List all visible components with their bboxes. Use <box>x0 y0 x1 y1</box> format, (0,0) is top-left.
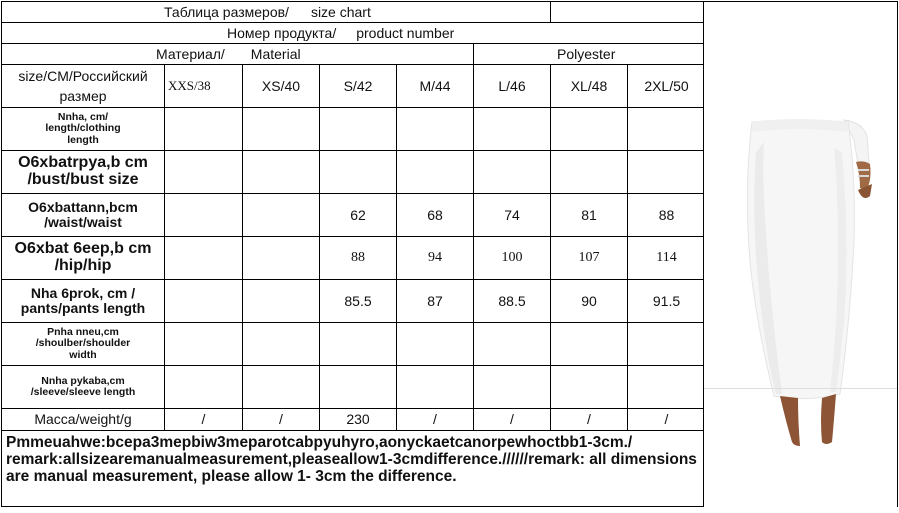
row-label-length: Nnha, cm/ length/clothing length <box>2 108 165 150</box>
table-row <box>2 151 705 194</box>
material-ru: Материал/ <box>156 45 225 62</box>
table-cell: / <box>397 409 474 430</box>
table-cell: 94 <box>397 237 474 279</box>
table-cell: / <box>551 409 628 430</box>
size-col-l: L/46 <box>474 65 551 107</box>
material-label-cell <box>2 44 474 64</box>
row-label-bust: O6xbatrpya,b cm /bust/bust size <box>2 151 165 193</box>
row-label-shoulder: Pnha nneu,cm /shoulber/shoulder width <box>2 323 165 365</box>
table-cell <box>165 366 243 408</box>
title-row <box>2 2 705 23</box>
table-cell <box>243 151 320 193</box>
table-cell <box>551 108 628 150</box>
size-header-row <box>2 65 705 108</box>
table-cell: 85.5 <box>320 280 397 322</box>
table-cell <box>165 280 243 322</box>
table-cell: 81 <box>551 194 628 236</box>
table-cell <box>551 151 628 193</box>
remark-text: Pmmeuahwe:bcepa3mepbiw3meparotcabpyuhyro,aonyckaetcanorpewhoctbb1-3cm./ remark:allsizearemanualmeasurement,pleaseallow1-3cmdifference.//////remark: all dimensions are manual measurement, please allow 1- 3cm the difference. <box>6 434 697 485</box>
size-col-xl: XL/48 <box>551 65 628 107</box>
size-chart-table <box>1 1 704 507</box>
table-cell: 230 <box>320 409 397 430</box>
row-label-sleeve: Nnha pykaba,cm /sleeve/sleeve length <box>2 366 165 408</box>
table-cell <box>397 108 474 150</box>
table-cell: 107 <box>551 237 628 279</box>
table-cell: 68 <box>397 194 474 236</box>
table-cell: / <box>664 411 669 428</box>
material-value: Polyester <box>557 45 616 62</box>
row-label-hip: O6xbat 6eep,b cm /hip/hip <box>2 237 165 279</box>
size-col-m: M/44 <box>397 65 474 107</box>
table-cell <box>243 280 320 322</box>
product-en: product number <box>356 24 455 41</box>
table-cell: 88 <box>320 237 397 279</box>
table-row <box>2 409 705 431</box>
material-row <box>2 44 705 65</box>
table-cell: 87 <box>397 280 474 322</box>
table-cell: 100 <box>474 237 551 279</box>
table-cell <box>628 108 705 150</box>
table-cell <box>243 366 320 408</box>
table-cell <box>474 366 551 408</box>
table-cell <box>320 366 397 408</box>
table-row <box>2 194 705 237</box>
table-cell <box>165 108 243 150</box>
table-cell <box>320 108 397 150</box>
table-row <box>2 237 705 280</box>
table-cell <box>243 323 320 365</box>
table-cell <box>320 151 397 193</box>
table-cell <box>397 366 474 408</box>
skirt-image <box>704 2 897 508</box>
table-cell: 74 <box>474 194 551 236</box>
table-cell: / <box>165 409 243 430</box>
title-cell <box>2 2 551 22</box>
table-cell: / <box>474 409 551 430</box>
table-cell <box>243 108 320 150</box>
size-col-xs: XS/40 <box>243 65 320 107</box>
title-ru: Таблица размеров/ <box>164 3 289 20</box>
table-cell: / <box>243 409 320 430</box>
table-row <box>2 323 705 366</box>
table-cell <box>243 194 320 236</box>
table-cell <box>397 323 474 365</box>
table-cell <box>474 108 551 150</box>
product-number-row <box>2 23 705 44</box>
product-photo <box>704 1 898 507</box>
table-cell: 62 <box>320 194 397 236</box>
table-cell <box>320 323 397 365</box>
table-cell <box>243 237 320 279</box>
table-row <box>2 108 705 151</box>
table-cell <box>474 151 551 193</box>
table-cell <box>165 237 243 279</box>
table-cell: 114 <box>656 249 677 265</box>
table-cell <box>628 151 705 193</box>
table-cell <box>551 323 628 365</box>
table-row <box>2 280 705 323</box>
table-cell <box>397 151 474 193</box>
table-cell: 91.5 <box>652 292 681 309</box>
title-en: size chart <box>310 3 371 20</box>
table-cell <box>628 323 705 365</box>
product-ru: Номер продукта/ <box>227 24 337 41</box>
table-cell: 88.5 <box>474 280 551 322</box>
material-value-cell <box>474 44 705 64</box>
size-col-2xl: 2XL/50 <box>644 77 689 94</box>
product-number-cell <box>2 23 705 43</box>
material-en: Material <box>250 45 301 62</box>
table-cell <box>165 151 243 193</box>
row-label-waist: O6xbattann,bcm /waist/waist <box>2 194 165 236</box>
table-cell: 88 <box>658 206 675 223</box>
table-cell <box>165 194 243 236</box>
table-cell <box>628 366 705 408</box>
table-cell: 90 <box>551 280 628 322</box>
row-label-pants-length: Nha 6prok, cm / pants/pants length <box>2 280 165 322</box>
size-header-label: size/CM/Российский размер <box>2 65 165 107</box>
row-label-weight: Macca/weight/g <box>2 409 165 430</box>
table-cell <box>474 323 551 365</box>
size-col-xxs: XXS/38 <box>165 65 243 107</box>
table-cell <box>551 366 628 408</box>
title-empty-cell <box>551 2 705 22</box>
table-cell <box>165 323 243 365</box>
size-col-s: S/42 <box>320 65 397 107</box>
table-row <box>2 366 705 409</box>
